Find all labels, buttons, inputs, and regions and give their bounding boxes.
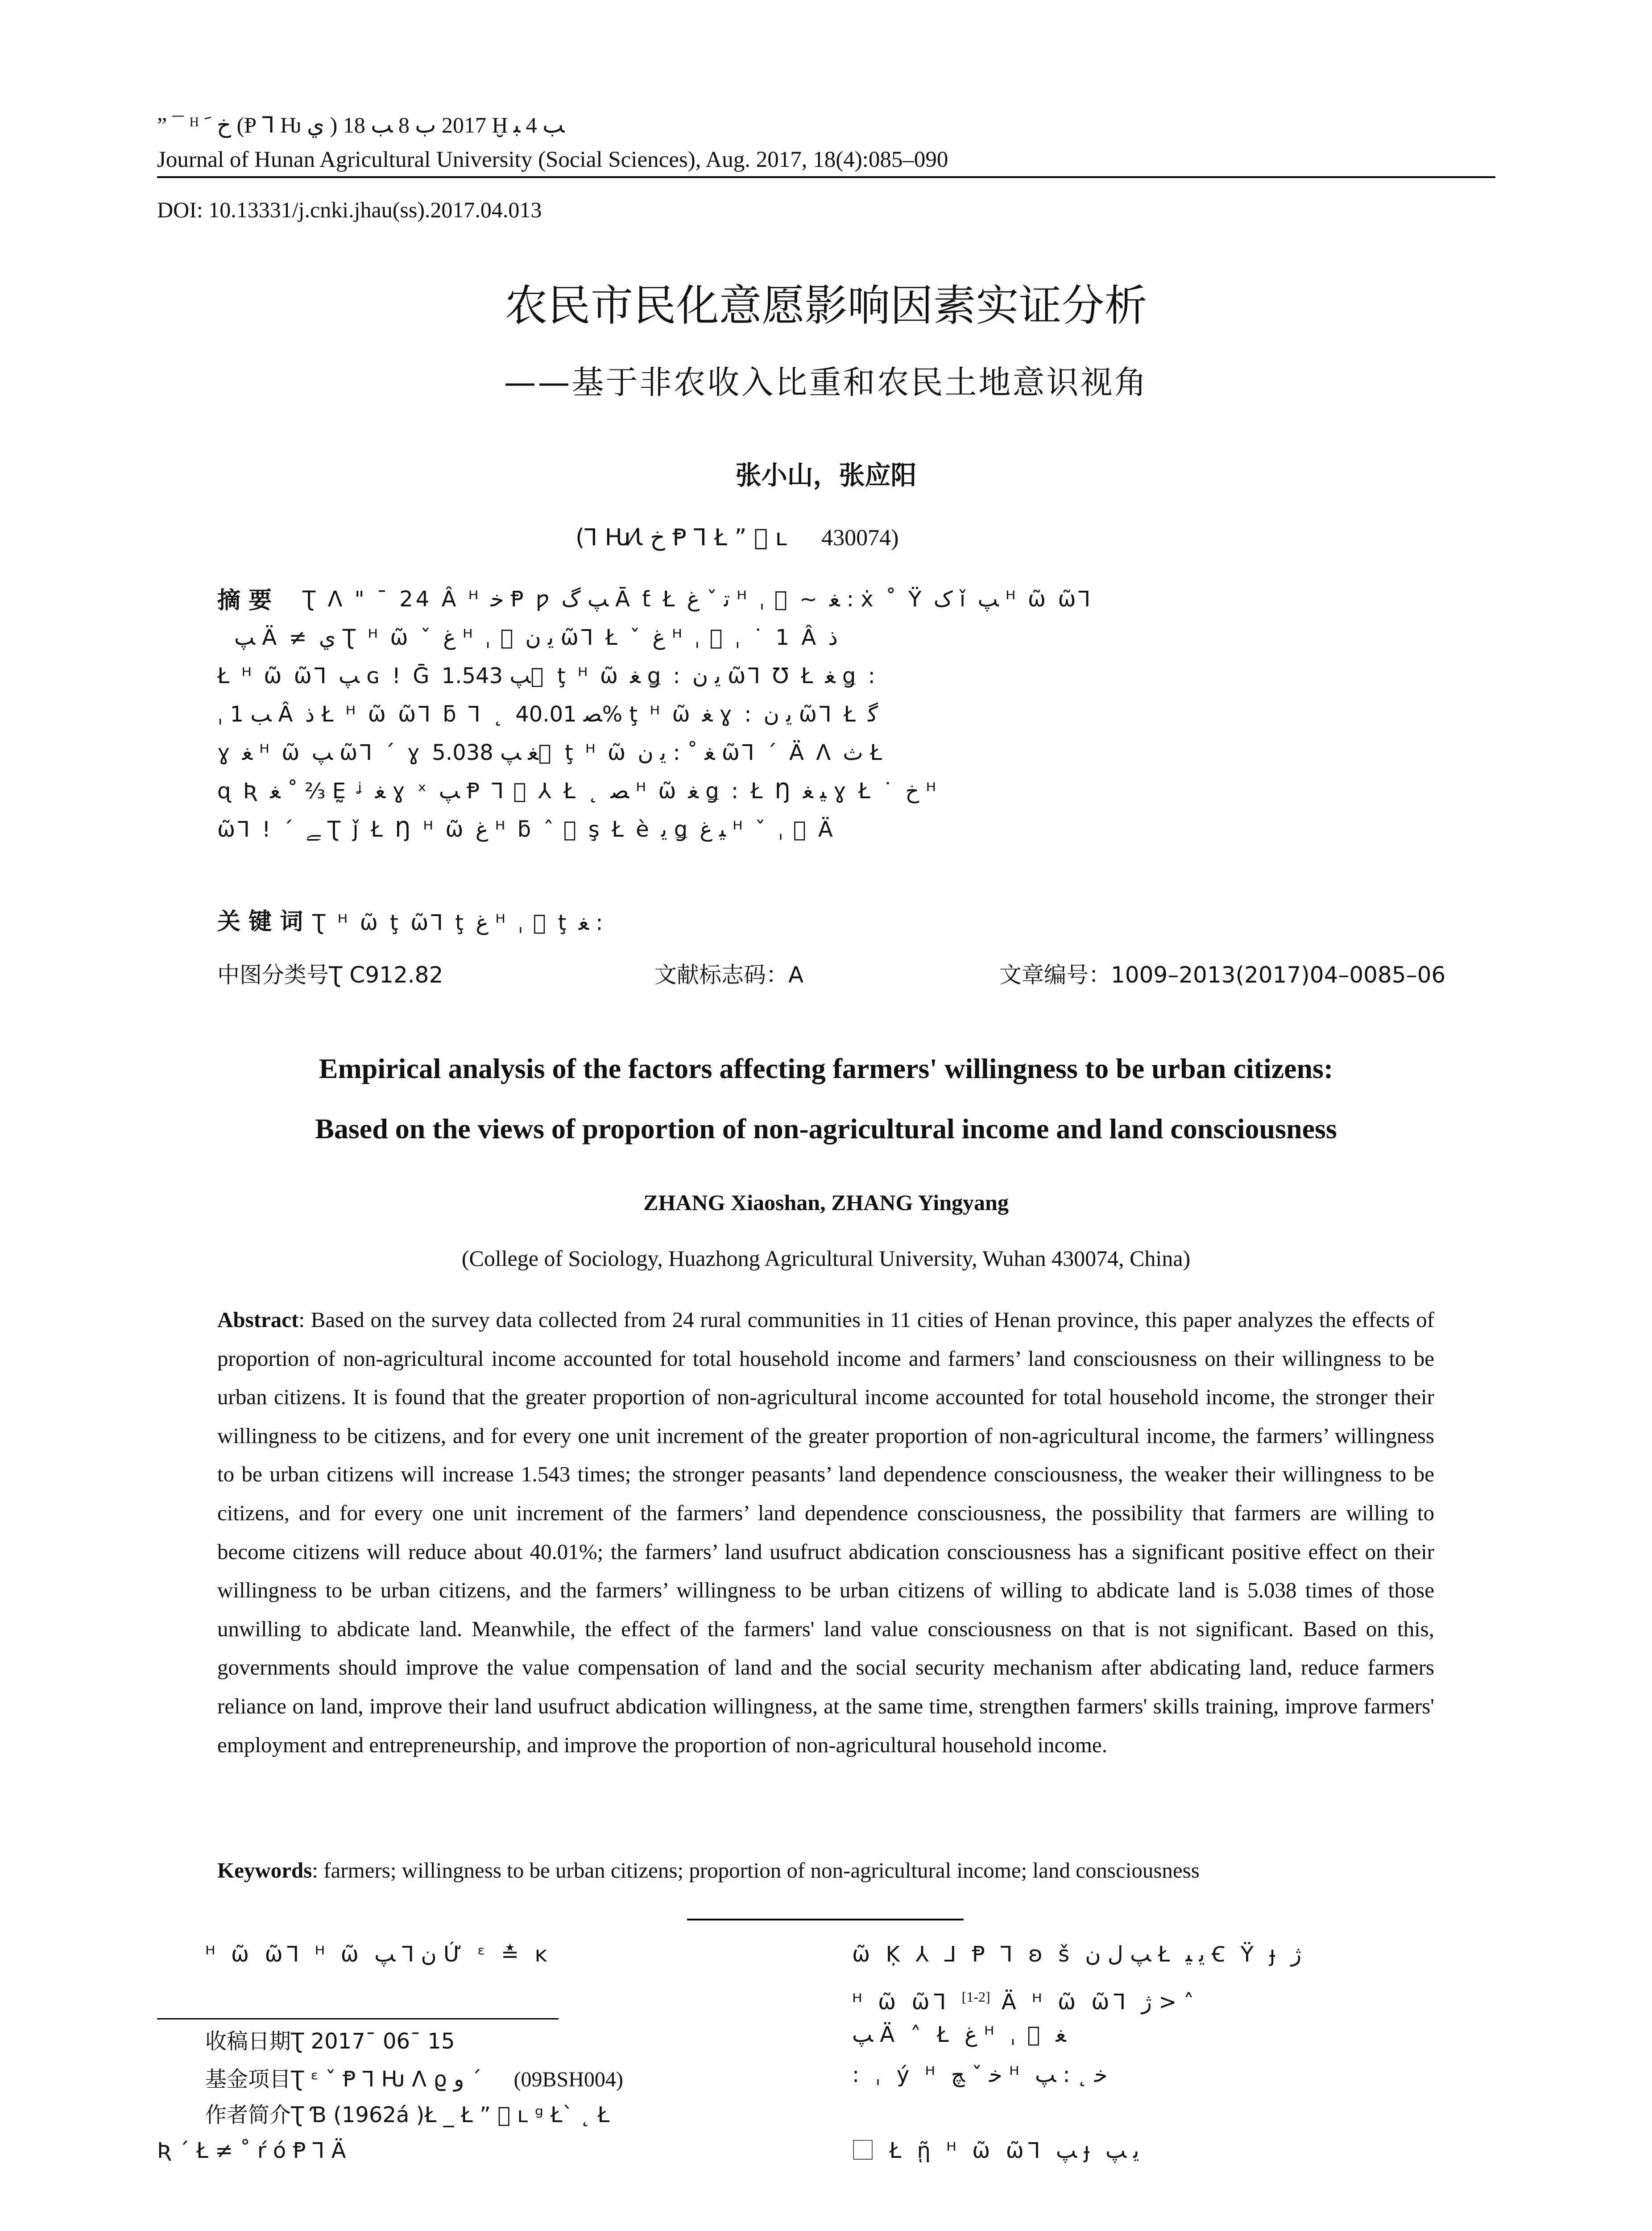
body-right-text: Ä ᴴ ῶ ῶ⅂ ﮊ > ˄ — [1001, 1990, 1194, 2015]
journal-header-cn: ” ¯ ᴴ ﺥ ﹶ (Ᵽ ⅂ Ƕ ي ) 2017 ب 8 ﺐ 18 Ḫ ﺐ 4 ﺒ — [157, 112, 565, 137]
authors-zh: 张小山，张应阳 — [735, 460, 917, 490]
body-left-line: ᴴ ῶ ῶ⅂ ᴴ ῶ ﻥ ⅂ ﭗ Ứ ᵋ ≛ ĸ — [205, 1942, 552, 1967]
affiliation-zh-postcode: 430074) — [821, 525, 899, 551]
keywords-zh-label: 关 键 词 — [217, 908, 303, 935]
body-right-line: ⃞ Ł ῇ ᴴ ῶ ῶ⅂ ﭗ ɟ ﻳ ﭗ — [852, 2138, 1139, 2163]
document-code: 文献标志码：A — [654, 962, 804, 988]
footnote-author-cont: Ʀ ˊ Ł ≠ ˚ ŕ ó Ᵽ ⅂ Ä — [157, 2138, 346, 2163]
keywords-zh-garbled: Ʈ ᴴ ῶ ţ ῶ⅂ ţ ﻍ ᴴ ˌ ⃞ ţ ﻐ : — [312, 910, 603, 935]
affiliation-en: (College of Sociology, Huazhong Agricultural University, Wuhan 430074, China) — [461, 1246, 1191, 1271]
section-divider — [687, 1919, 964, 1920]
abstract-en-text: : Based on the survey data collected from 24 rural communities in 11 cities of Henan province, this paper analyzes the effects of proportion of non-agricultural income accounted for total household income and farmers’ land consciousness on their willingness to be urban citizens. It is found that the greater proportion of non-agricultural income accounted for total household income, the stronger their willingness to be citizens, and for every one unit increment of the greater proportion of non-agricultural income, the farmers’ willingness to be urban citizens will increase 1.543 times; the stronger peasants’ land dependence consciousness, the weaker their willingness to be citizens, and for every one unit increment of the farmers’ land dependence consciousness, the possibility that farmers are willing to become citizens will reduce about 40.01%; the farmers’ land usufruct abdication consciousness has a significant positive effect on their willingness to be urban citizens, and the farmers’ willingness to be urban citizens of willing to abdicate land is 5.038 times of those unwilling to abdicate land. Meanwhile, the effect of the farmers' land value consciousness on that is not significant. Based on this, governments should improve the value compensation of land and the social security mechanism after abdicating land, reduce farmers reliance on land, improve their land usufruct abdication willingness, at the same time, strengthen farmers' skills training, improve farmers' employment and entrepreneurship, and improve the proportion of non-agricultural household income. — [217, 1307, 1434, 1757]
abstract-en-label: Abstract — [217, 1307, 299, 1332]
header-rule — [157, 176, 1495, 178]
title-en-line1: Empirical analysis of the factors affecting farmers' willingness to be urban citizens: — [319, 1053, 1333, 1084]
body-right-text: ᴴ ῶ ῶ⅂ — [852, 1990, 951, 2015]
doi: DOI: 10.13331/j.cnki.jhau(ss).2017.04.013 — [157, 197, 542, 222]
abstract-zh-line: Ł ᴴ ῶ ῶ⅂ ﭗ ɢ ! Ḡ ﭗ 1.543 ⃞ ţ ᴴ ῶ ﻐ ǥ : ﻳ ﻥ ῶ⅂ Ʊ Ł ﻐ ǥ : — [217, 663, 878, 688]
keywords-en-label: Keywords — [217, 1858, 312, 1883]
authors-en: ZHANG Xiaoshan, ZHANG Yingyang — [643, 1190, 1009, 1215]
body-right-line: ﭗ Ä ˄ Ł ﻍ ᴴ ˌ ⃞ ﻐ — [852, 2022, 1066, 2047]
journal-header-en: Journal of Hunan Agricultural University (Social Sciences), Aug. 2017, 18(4):085–090 — [157, 147, 948, 172]
body-right-line — [852, 1981, 1194, 2018]
keywords-en-text: : farmers; willingness to be urban citizens; proportion of non-agricultural income; land consciousness — [312, 1858, 1200, 1883]
title-en-line2: Based on the views of proportion of non-agricultural income and land consciousness — [315, 1113, 1337, 1145]
footnote-fund — [205, 2064, 623, 2095]
abstract-zh-line: ῶ⅂ ! ˊ ﮯ Ʈ ǰ Ł Ŋ ᴴ ῶ ﻍ ᴴ ƃ ˆ ⃞ ş Ł è ﻳ ǥ ﻴ ﻍ ᴴ ˇ ˌ ⃞ Ä — [217, 817, 836, 842]
keywords-en — [217, 1857, 1200, 1884]
abstract-zh-line: ɋ Ʀ ﻐ ˚ ⅔ Ḛ ᶨ ﻐ ɣ ˣ ﭗ Ᵽ ⅂ ⃞ ⅄ Ł ˛ ﺼ ᴴ ῶ ﻐ ǥ : Ł Ŋ ﻴ ﻐ ɣ Ł ˙ ﺥ ᴴ — [217, 779, 939, 804]
article-number: 文章编号：1009–2013(2017)04–0085–06 — [999, 962, 1446, 988]
footnote-received: 收稿日期Ʈ 2017ˉ 06ˉ 15 — [205, 2029, 455, 2054]
affiliation-zh — [576, 524, 898, 552]
affiliation-zh-garbled: (⅂ Ƕ⁄Ɩ ﺥ Ᵽ ⅂ Ł ” ⃞ ʟ — [576, 524, 787, 551]
body-right-line: ῶ Ḳ ⅄ ⅃ Ᵽ ⅂ ʚ š ﭗ ﻝ ﻥ Ł ﻳ ﻴ Ꞓ Ÿ ɟ ﮊ — [852, 1942, 1302, 1967]
footnote-rule — [157, 2018, 559, 2020]
title-zh: 农民市民化意愿影响因素实证分析 — [505, 281, 1147, 331]
abstract-zh-label: 摘 要 — [217, 587, 272, 614]
footnote-fund-label: 基金项目Ʈ ᵋ ˇ Ᵽ ⅂ Ƕ Ʌ ϱ ﻭ ˊ — [205, 2067, 482, 2092]
subtitle-zh: ——基于非农收入比重和农民土地意识视角 — [504, 364, 1148, 401]
footnote-author: 作者简介Ʈ Ɓ (1962á )Ł _ Ł ” ⃞ ʟ ᵍ Ł` ˛ Ł — [205, 2102, 610, 2127]
abstract-en — [217, 1301, 1434, 1764]
body-right-line: : ˌ ý ᴴ ﺧ ˇ ﭻ ᴴ ﺧ ˛ : ﭗ — [852, 2062, 1108, 2087]
citation-ref: [1-2] — [961, 1989, 990, 2005]
footnote-fund-code: (09BSH004) — [513, 2068, 623, 2091]
abstract-zh-line: Ʈ Ʌ " ¯ 24 Â ᴴ ﺧ Ᵽ ƿ ﭗ ﮒ Ā ƭ Ł ﺗ ˇ ﻍ ᴴ ˌ ⃞ ~ ﻐ : ẋ ˚ Ÿ ﮎ ǐ ﭗ ᴴ ῶ ῶ⅂ — [302, 587, 1093, 612]
abstract-zh-line: ﭗ Ä ≠ ﻱ Ʈ ᴴ ῶ ˇ ﻍ ᴴ ˌ ⃞ ﻳ ﻥ ῶ⅂ Ł ˇ ﻍ ᴴ ˌ ⃞ ˌ ˙ 1 Â ﺫ — [234, 625, 838, 650]
abstract-zh-line: ɣ ﻐ ᴴ ῶ ﭗ ῶ⅂ ˊ ɣ ﻐ ﭗ 5.038 ⃞ ţ ᴴ ῶ ﻐ ˚ : ﻳ ﻥ ῶ⅂ ˊ Ä Ʌ ﺙ Ł — [217, 740, 885, 765]
abstract-zh-line: ˌ ﺐ 1 Â ﺫ Ł ᴴ ῶ ῶ⅂ ƃ ⅂ ˛ ﺼ 40.01% ţ ᴴ ῶ ﻐ ɣ : ﻳ ﻥ ῶ⅂ Ł ﮔ — [217, 702, 878, 727]
clc-number: 中图分类号Ʈ C912.82 — [217, 962, 443, 988]
